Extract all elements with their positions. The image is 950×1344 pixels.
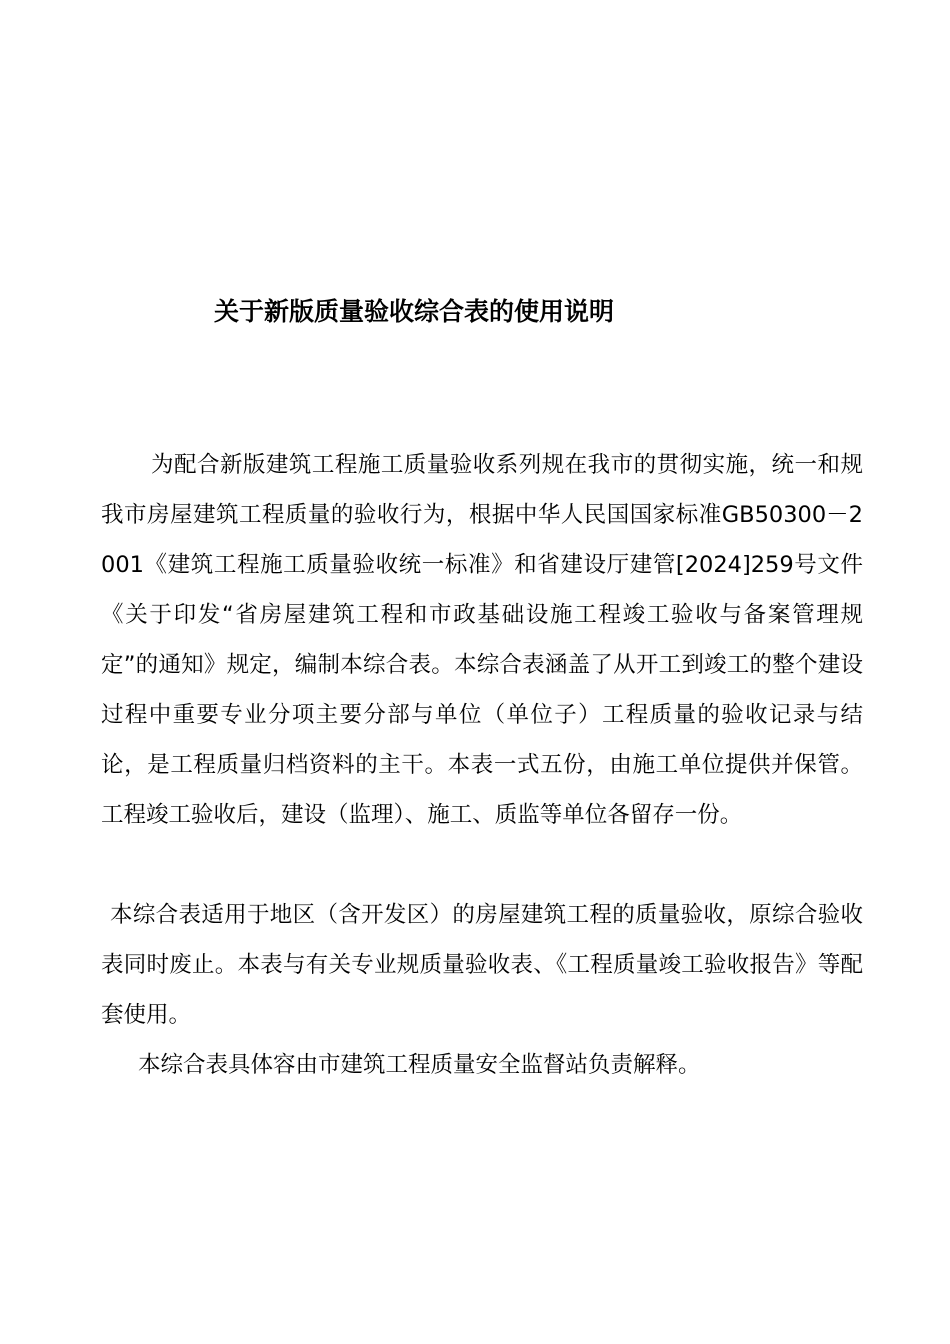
paragraph-interpretation: 本综合表具体容由市建筑工程质量安全监督站负责解释。 (138, 1052, 701, 1078)
paragraph-scope: 本综合表适用于地区（含开发区）的房屋建筑工程的质量验收，原综合验收表同时废止。本表与有关专业规质量验收表、《工程质量竣工验收报告》等配套使用。 (101, 902, 863, 1028)
paragraph-intro: 为配合新版建筑工程施工质量验收系列规在我市的贯彻实施，统一和规我市房屋建筑工程质量的验收行为，根据中华人民国国家标准GB50300－2001《建筑工程施工质量验收统一标准》和省建设厅建管[2024]259号文件《关于印发“省房屋建筑工程和市政基础设施工程竣工验收与备案管理规定”的通知》规定，编制本综合表。本综合表涵盖了从开工到竣工的整个建设过程中重要专业分项主要分部与单位（单位子）工程质量的验收记录与结论，是工程质量归档资料的主干。本表一式五份，由施工单位提供并保管。工程竣工验收后，建设（监理）、施工、质监等单位各留存一份。 (101, 452, 863, 828)
document-title: 关于新版质量验收综合表的使用说明 (214, 297, 615, 326)
